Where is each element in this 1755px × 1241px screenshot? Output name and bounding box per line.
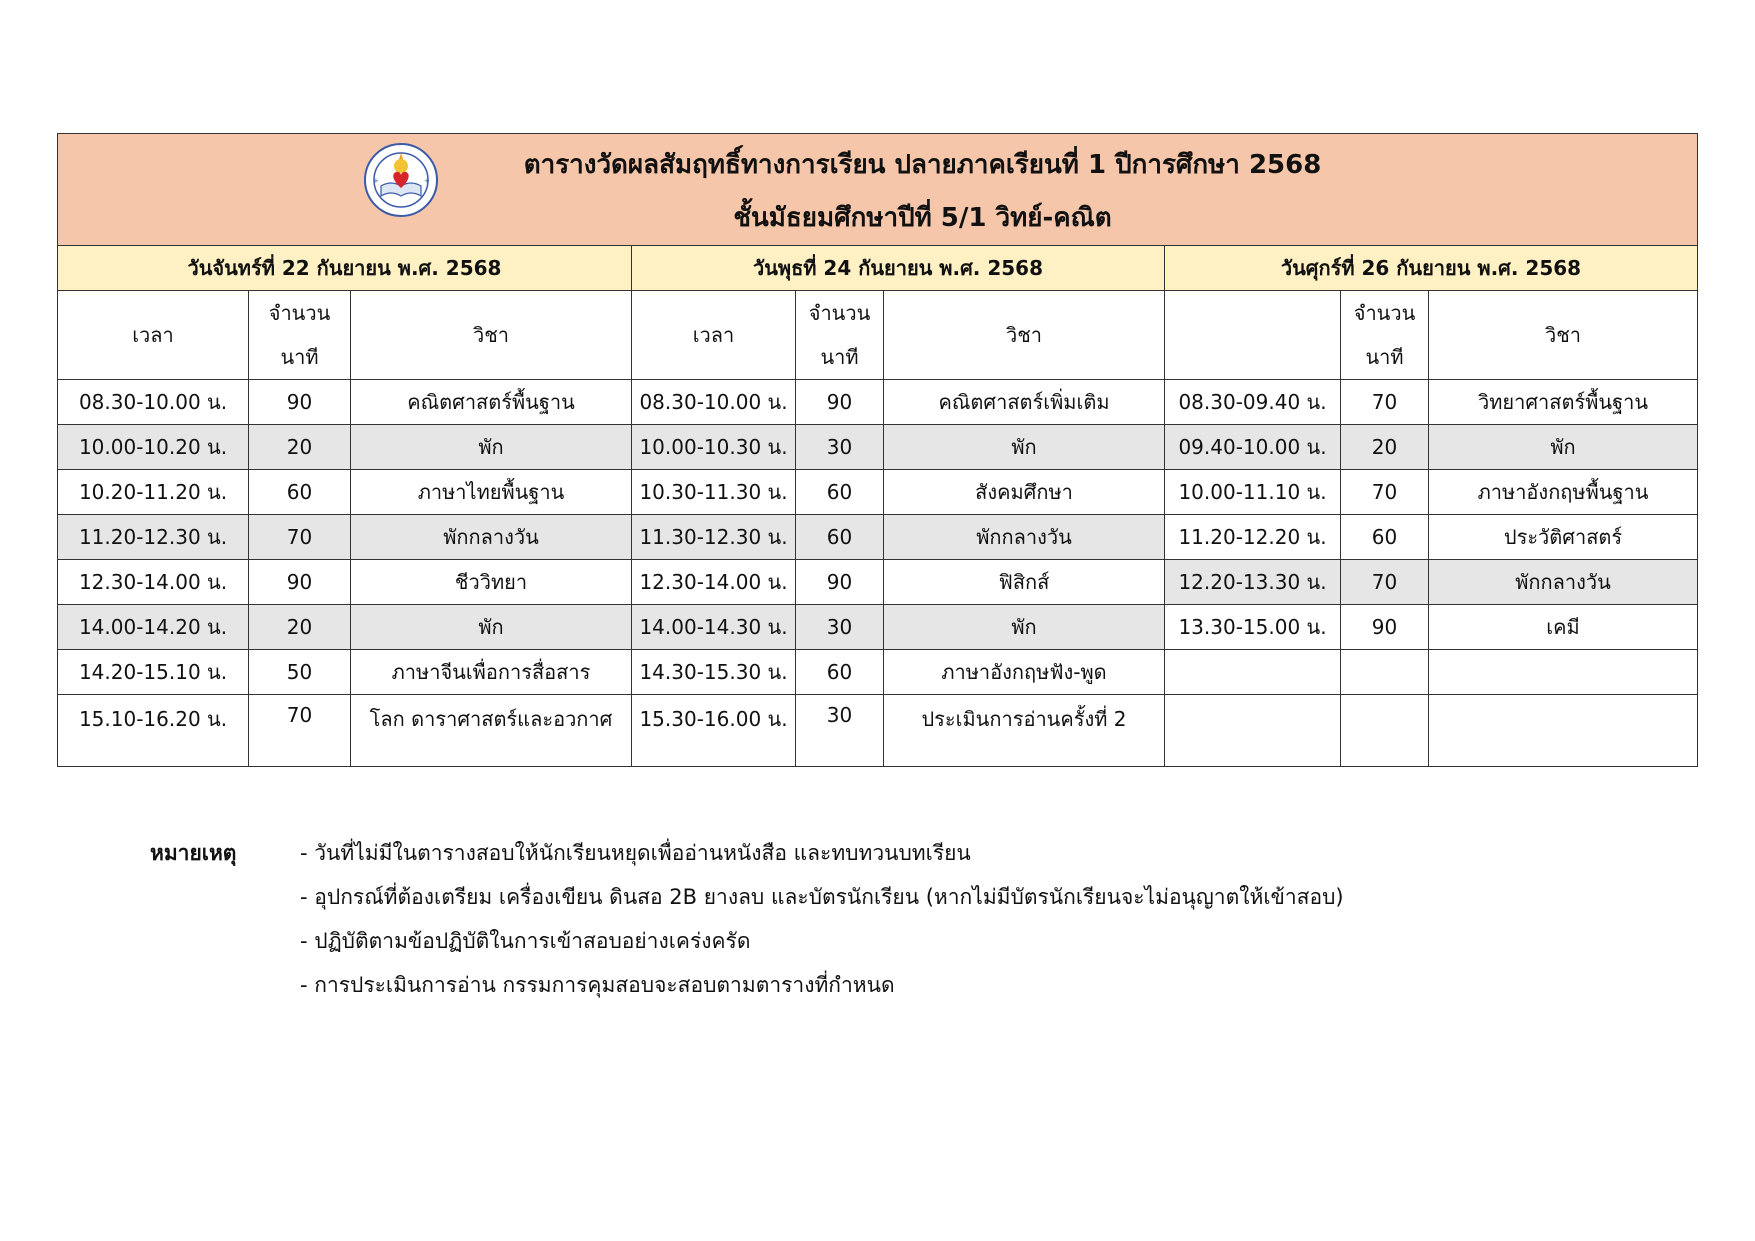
time-cell: 11.20-12.30 น.: [58, 515, 249, 560]
minutes-cell: 30: [796, 695, 884, 767]
column-header-minutes-line2: นาที: [280, 345, 319, 369]
table-row: [58, 380, 1698, 425]
note-item: - วันที่ไม่มีในตารางสอบให้นักเรียนหยุดเพื่ออ่านหนังสือ และทบทวนบทเรียน: [300, 841, 971, 865]
time-cell: [1165, 650, 1341, 695]
subject-cell: พัก: [1429, 425, 1698, 470]
time-cell: 15.30-16.00 น.: [632, 695, 796, 767]
time-cell: [1165, 695, 1341, 767]
subject-cell: พัก: [884, 425, 1165, 470]
note-item: - การประเมินการอ่าน กรรมการคุมสอบจะสอบตามตารางที่กำหนด: [300, 973, 895, 997]
day-header-monday: วันจันทร์ที่ 22 กันยายน พ.ศ. 2568: [58, 246, 632, 291]
column-header-subject: วิชา: [1429, 291, 1698, 380]
minutes-cell: 30: [796, 605, 884, 650]
class-subtitle: ชั้นมัธยมศึกษาปีที่ 5/1 วิทย์-คณิต: [733, 203, 1112, 233]
subject-cell: ภาษาจีนเพื่อการสื่อสาร: [351, 650, 632, 695]
time-cell: 11.30-12.30 น.: [632, 515, 796, 560]
minutes-cell: 70: [249, 695, 351, 767]
time-cell: 14.30-15.30 น.: [632, 650, 796, 695]
time-cell: 10.00-10.20 น.: [58, 425, 249, 470]
table-row: [58, 515, 1698, 560]
column-header-time: เวลา: [632, 291, 796, 380]
page-title: ตารางวัดผลสัมฤทธิ์ทางการเรียน ปลายภาคเรียนที่ 1 ปีการศึกษา 2568: [523, 150, 1322, 180]
subject-cell: สังคมศึกษา: [884, 470, 1165, 515]
minutes-cell: 60: [249, 470, 351, 515]
table-row: [58, 695, 1698, 767]
subject-cell: พัก: [884, 605, 1165, 650]
day-header-wednesday: วันพุธที่ 24 กันยายน พ.ศ. 2568: [632, 246, 1165, 291]
time-cell: 12.30-14.00 น.: [58, 560, 249, 605]
time-cell: 14.20-15.10 น.: [58, 650, 249, 695]
minutes-cell: 30: [796, 425, 884, 470]
subject-cell: พัก: [351, 425, 632, 470]
notes-label: หมายเหตุ: [150, 841, 237, 865]
minutes-cell: 50: [249, 650, 351, 695]
column-header-time: เวลา: [58, 291, 249, 380]
minutes-cell: 20: [249, 425, 351, 470]
minutes-cell: 90: [249, 380, 351, 425]
subject-cell: [1429, 650, 1698, 695]
minutes-cell: 70: [1341, 380, 1429, 425]
table-row: [58, 650, 1698, 695]
time-cell: 10.00-10.30 น.: [632, 425, 796, 470]
subject-cell: เคมี: [1429, 605, 1698, 650]
subject-cell: ภาษาอังกฤษฟัง-พูด: [884, 650, 1165, 695]
time-cell: 08.30-09.40 น.: [1165, 380, 1341, 425]
subject-cell: พักกลางวัน: [1429, 560, 1698, 605]
minutes-cell: 90: [796, 380, 884, 425]
minutes-cell: 90: [249, 560, 351, 605]
day-header-friday: วันศุกร์ที่ 26 กันยายน พ.ศ. 2568: [1165, 246, 1698, 291]
note-item: - ปฏิบัติตามข้อปฏิบัติในการเข้าสอบอย่างเคร่งครัด: [300, 929, 751, 953]
subject-cell: ชีววิทยา: [351, 560, 632, 605]
time-cell: 14.00-14.30 น.: [632, 605, 796, 650]
column-header-minutes-line1: จำนวน: [1353, 301, 1416, 325]
subject-cell: คณิตศาสตร์เพิ่มเติม: [884, 380, 1165, 425]
table-row: [58, 425, 1698, 470]
time-cell: 15.10-16.20 น.: [58, 695, 249, 767]
subject-cell: วิทยาศาสตร์พื้นฐาน: [1429, 380, 1698, 425]
column-header-minutes: [249, 291, 351, 380]
minutes-cell: 70: [1341, 560, 1429, 605]
svg-text:+: +: [424, 177, 430, 185]
time-cell: 08.30-10.00 น.: [632, 380, 796, 425]
subject-cell: พักกลางวัน: [351, 515, 632, 560]
table-row: [58, 470, 1698, 515]
minutes-cell: 20: [249, 605, 351, 650]
column-header-minutes: [796, 291, 884, 380]
minutes-cell: [1341, 695, 1429, 767]
title-banner: [58, 134, 1698, 246]
minutes-cell: 60: [1341, 515, 1429, 560]
time-cell: 11.20-12.20 น.: [1165, 515, 1341, 560]
note-item: - อุปกรณ์ที่ต้องเตรียม เครื่องเขียน ดินสอ 2B ยางลบ และบัตรนักเรียน (หากไม่มีบัตรนักเรียนจะไม่อนุญาตให้เข้าสอบ): [300, 885, 1344, 909]
column-header-time: [1165, 291, 1341, 380]
subject-cell: ฟิสิกส์: [884, 560, 1165, 605]
time-cell: 12.20-13.30 น.: [1165, 560, 1341, 605]
column-header-subject: วิชา: [351, 291, 632, 380]
subject-cell: คณิตศาสตร์พื้นฐาน: [351, 380, 632, 425]
exam-schedule-table: [57, 133, 1698, 767]
column-header-subject: วิชา: [884, 291, 1165, 380]
minutes-cell: 60: [796, 650, 884, 695]
minutes-cell: 90: [796, 560, 884, 605]
column-header-row: [58, 291, 1698, 380]
column-header-minutes: [1341, 291, 1429, 380]
subject-cell: [1429, 695, 1698, 767]
subject-cell: พักกลางวัน: [884, 515, 1165, 560]
schedule-rows: [58, 380, 1698, 767]
time-cell: 10.30-11.30 น.: [632, 470, 796, 515]
column-header-minutes-line2: นาที: [1365, 345, 1404, 369]
minutes-cell: 70: [249, 515, 351, 560]
time-cell: 08.30-10.00 น.: [58, 380, 249, 425]
minutes-cell: 60: [796, 515, 884, 560]
time-cell: 10.00-11.10 น.: [1165, 470, 1341, 515]
subject-cell: ภาษาไทยพื้นฐาน: [351, 470, 632, 515]
column-header-minutes-line2: นาที: [820, 345, 859, 369]
svg-text:+: +: [373, 177, 379, 185]
time-cell: 10.20-11.20 น.: [58, 470, 249, 515]
minutes-cell: 20: [1341, 425, 1429, 470]
minutes-cell: [1341, 650, 1429, 695]
subject-cell: โลก ดาราศาสตร์และอวกาศ: [351, 695, 632, 767]
time-cell: 09.40-10.00 น.: [1165, 425, 1341, 470]
time-cell: 13.30-15.00 น.: [1165, 605, 1341, 650]
subject-cell: ประเมินการอ่านครั้งที่ 2: [884, 695, 1165, 767]
subject-cell: ภาษาอังกฤษพื้นฐาน: [1429, 470, 1698, 515]
time-cell: 12.30-14.00 น.: [632, 560, 796, 605]
minutes-cell: 90: [1341, 605, 1429, 650]
minutes-cell: 60: [796, 470, 884, 515]
column-header-minutes-line1: จำนวน: [808, 301, 871, 325]
subject-cell: พัก: [351, 605, 632, 650]
subject-cell: ประวัติศาสตร์: [1429, 515, 1698, 560]
table-row: [58, 560, 1698, 605]
table-row: [58, 605, 1698, 650]
time-cell: 14.00-14.20 น.: [58, 605, 249, 650]
minutes-cell: 70: [1341, 470, 1429, 515]
column-header-minutes-line1: จำนวน: [268, 301, 331, 325]
